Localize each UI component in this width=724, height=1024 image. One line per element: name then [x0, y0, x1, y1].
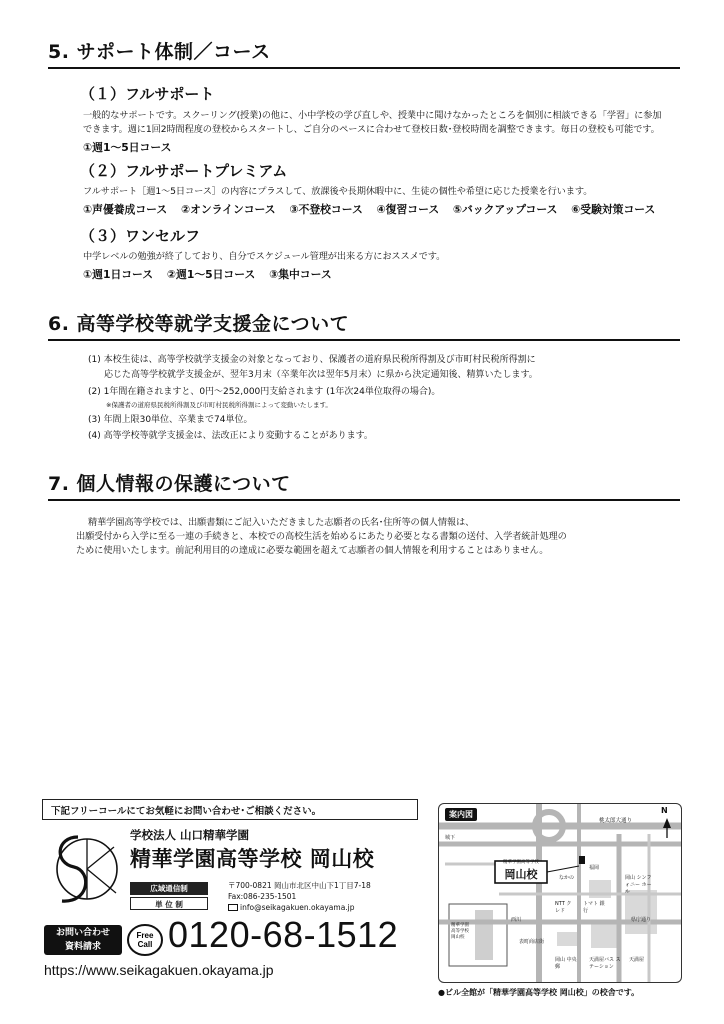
school-logo-icon	[48, 825, 118, 911]
map-label: 表町商店街	[519, 939, 545, 945]
course-item: ②週1～5日コース	[166, 268, 256, 281]
course-item: ①声優養成コース	[83, 203, 168, 216]
map-label: 天満屋バス ステーション	[589, 957, 621, 970]
map-label: 城下	[445, 835, 456, 841]
map-label: トマト 銀行	[583, 901, 605, 914]
map-label: 岡山 シンフォニー ホール	[625, 875, 652, 895]
map-label: 桃太郎大通り	[599, 818, 633, 824]
list-item: (1) 本校生徒は、高等学校就学支援金の対象となっており、保護者の道府県民税所得割及び市町村民税所得割に	[88, 355, 536, 365]
section-support-fund	[48, 312, 680, 444]
freecall-icon	[126, 923, 164, 957]
subsection-full-support-premium	[48, 161, 680, 218]
map-note: ●ビル全館が「精華学園高等学校 岡山校」の校舎です。	[438, 988, 640, 997]
course-item: ①週1日コース	[83, 268, 154, 281]
body-text: できます。週に1回2時間程度の登校からスタートし、ご自分のペースに合わせて登校日数･登校時間を調整できます。毎日の登校も可能です。	[83, 124, 660, 135]
course-item: ①週1～5日コース	[83, 141, 172, 154]
list-item: (2) 1年間在籍されますと、0円～252,000円支給されます (1年次24単位取得の場合)。	[88, 387, 441, 397]
section-title: 6. 高等学校等就学支援金について	[48, 312, 680, 341]
subsection-one-self	[48, 226, 680, 283]
body-text: 精華学園高等学校では、出願書類にご記入いただきました志願者の氏名･住所等の個人情報は、	[88, 517, 475, 528]
privacy-text	[48, 516, 680, 558]
course-item: ④復習コース	[376, 203, 440, 216]
north-label: N	[661, 806, 668, 815]
badge-correspondence: 広域通信制	[130, 882, 208, 895]
map-label: 西川	[511, 917, 522, 923]
badge-credit-system: 単 位 制	[130, 897, 208, 910]
contact-badge	[44, 925, 122, 955]
section-support	[48, 40, 680, 69]
map-label: 県庁通り	[631, 917, 652, 923]
course-list	[83, 202, 680, 218]
course-item: ③不登校コース	[289, 203, 363, 216]
body-text: フルサポート［週1～5日コース］の内容にプラスして、放課後や長期休暇中に、生徒の個性や希望に応じた授業を行います。	[83, 186, 593, 197]
access-map	[438, 803, 682, 983]
body-text: 中学レベルの勉強が終了しており、自分でスケジュール管理が出来る方におススメです。	[83, 251, 446, 262]
freecall-label: Call	[137, 940, 153, 949]
subsection-title: （１）フルサポート	[80, 85, 215, 103]
email-address[interactable]: info@seikagakuen.okayama.jp	[240, 903, 355, 912]
corporation-name: 学校法人 山口精華学園	[130, 828, 250, 842]
website-url[interactable]: https://www.seikagakuen.okayama.jp	[44, 962, 274, 978]
list-item: 応じた高等学校就学支援金が、翌年3月末（卒業年次は翌年5月末）に県から決定通知後、精算いたします。	[104, 370, 538, 380]
fax: Fax:086-235-1501	[228, 892, 297, 901]
course-list	[83, 267, 680, 283]
map-label: 岡山 中央郵	[555, 957, 577, 970]
subsection-full-support	[48, 84, 680, 156]
map-label: 精華学園高等学校	[503, 860, 539, 865]
course-item: ③集中コース	[269, 268, 332, 281]
mail-icon	[228, 904, 238, 911]
body-text: 出願受付から入学に至る一連の手続きと、本校での高校生活を始めるにあたり必要となる書類の送付、入学者統計処理の	[76, 531, 567, 542]
contact-badge-line: お問い合わせ	[55, 928, 110, 938]
subsection-title: （３）ワンセルフ	[80, 227, 201, 245]
map-label: なかの	[559, 875, 575, 881]
list-note: ※保護者の道府県民税所得割及び市町村民税所得割によって変動いたします。	[106, 401, 332, 409]
course-item: ⑤バックアップコース	[452, 203, 558, 216]
map-label-school: 岡山校	[504, 868, 538, 881]
school-name: 精華学園高等学校 岡山校	[130, 847, 375, 871]
map-label: 精華学園 高等学校 岡山校	[451, 923, 469, 940]
freecall-label: Free	[136, 931, 154, 940]
course-item: ②オンラインコース	[180, 203, 276, 216]
list-item: (4) 高等学校等就学支援金は、法改正により変動することがあります。	[88, 431, 373, 441]
phone-number[interactable]: 0120-68-1512	[168, 914, 399, 955]
fund-list	[48, 353, 680, 444]
address: 〒700-0821 岡山市北区中山下1丁目7-18	[228, 881, 371, 890]
subsection-title: （２）フルサポートプレミアム	[80, 162, 288, 180]
section-title: 7. 個人情報の保護について	[48, 472, 680, 501]
contact-badge-line: 資料請求	[64, 942, 101, 952]
section-privacy	[48, 472, 680, 558]
map-label: NTT クレド	[555, 901, 572, 914]
course-item: ⑥受験対策コース	[571, 203, 656, 216]
email-line[interactable]	[228, 902, 355, 913]
map-title: 案内図	[445, 808, 477, 821]
map-label: 福岡	[589, 865, 600, 871]
map-label: 天満屋	[629, 957, 645, 963]
list-item: (3) 年間上限30単位、卒業まで74単位。	[88, 415, 253, 425]
freecall-notice: 下記フリーコールにてお気軽にお問い合わせ･ご相談ください。	[42, 799, 418, 820]
body-text: ために使用いたします。前記利用目的の達成に必要な範囲を超えて志願者の個人情報を利用することはありません。	[76, 545, 549, 556]
course-list	[83, 140, 680, 156]
section-title: 5. サポート体制／コース	[48, 40, 680, 69]
body-text: 一般的なサポートです。スクーリング(授業)の他に、小中学校の学び直しや、授業中に聞けなかったところを個別に相談できる「学習」に参加	[83, 110, 662, 121]
